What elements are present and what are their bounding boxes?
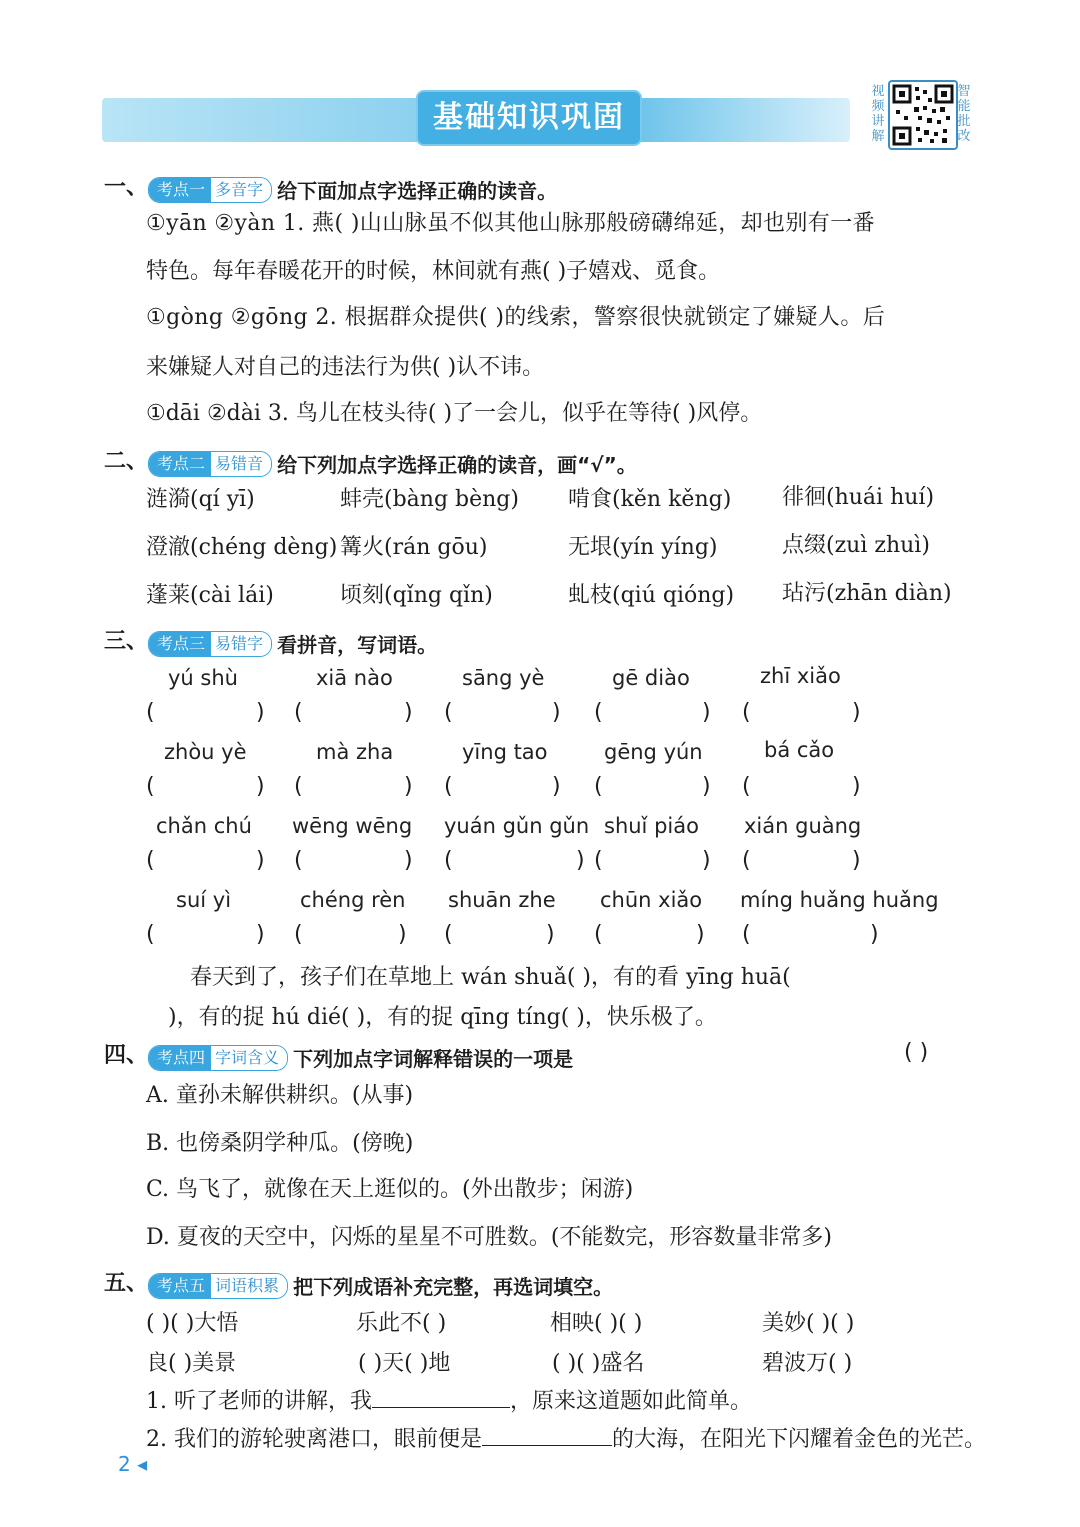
section-number: 二、: [104, 449, 149, 474]
badge-label: 考点一: [149, 178, 211, 202]
badge-label: 考点五: [149, 1274, 211, 1298]
fill-paragraph-line: 春天到了，孩子们在草地上 wán shuǎ( )，有的看 yīng huā(: [190, 965, 791, 990]
pinyin-prompt: yú shù: [168, 666, 238, 690]
answer-line[interactable]: [372, 1385, 510, 1408]
answer-paren-close[interactable]: ): [256, 700, 265, 725]
badge-topic: 易错音: [211, 452, 271, 476]
question-line: ①dāi ②dài 3. 鸟儿在枝头待( )了一会儿，似乎在等待( )风停。: [146, 401, 763, 426]
answer-paren-close[interactable]: ): [552, 700, 561, 725]
badge-topic: 易错字: [211, 632, 271, 656]
section-5-header: [104, 1266, 613, 1300]
answer-paren-open[interactable]: (: [594, 774, 603, 799]
section-badge: [148, 631, 272, 657]
question-line: 来嫌疑人对自己的违法行为供( )认不讳。: [146, 355, 545, 380]
pronunciation-item[interactable]: 无垠(yín yíng): [568, 535, 718, 560]
section-title: 看拼音，写词语。: [277, 633, 438, 657]
badge-topic: 多音字: [211, 178, 271, 202]
answer-paren-open[interactable]: (: [594, 848, 603, 873]
pinyin-prompt: suí yì: [176, 888, 232, 912]
answer-paren-close[interactable]: ): [256, 774, 265, 799]
page-title: 基础知识巩固: [418, 92, 640, 144]
section-number: 四、: [104, 1043, 149, 1068]
pinyin-prompt: chūn xiǎo: [600, 888, 703, 912]
section-title: 下列加点字词解释错误的一项是: [293, 1047, 574, 1071]
section-4-header: [104, 1038, 573, 1072]
section-title: 给下列加点字选择正确的读音，画“√”。: [277, 453, 637, 477]
badge-label: 考点三: [149, 632, 211, 656]
pinyin-prompt: shuān zhe: [448, 888, 556, 912]
answer-paren-close[interactable]: ): [852, 774, 861, 799]
pinyin-prompt: zhī xiǎo: [760, 664, 841, 688]
pronunciation-item[interactable]: 啃食(kěn kěng): [568, 487, 732, 512]
idiom-blank[interactable]: 相映( )( ): [550, 1311, 643, 1336]
question-line: ①yān ②yàn 1. 燕( )山山脉虽不似其他山脉那般磅礴绵延，却也别有一番: [146, 211, 876, 236]
answer-paren-close[interactable]: ): [696, 922, 705, 947]
choice-option-a[interactable]: A. 童孙未解供耕织。(从事): [146, 1083, 414, 1108]
idiom-blank[interactable]: ( )( )盛名: [552, 1351, 645, 1376]
pinyin-prompt: shuǐ piáo: [604, 814, 699, 838]
answer-paren-open[interactable]: (: [594, 922, 603, 947]
pronunciation-item[interactable]: 顷刻(qǐng qǐn): [340, 583, 493, 608]
section-badge: [148, 177, 272, 203]
smart-grading-label: 智能批改: [957, 84, 971, 144]
badge-topic: 词语积累: [211, 1274, 287, 1298]
idiom-blank[interactable]: ( )( )大悟: [146, 1311, 239, 1336]
pinyin-prompt: míng huǎng huǎng: [740, 888, 939, 912]
choice-option-c[interactable]: C. 鸟飞了，就像在天上逛似的。(外出散步；闲游): [146, 1177, 634, 1202]
answer-paren-close[interactable]: ): [852, 700, 861, 725]
pronunciation-item[interactable]: 点缀(zuì zhuì): [782, 533, 930, 558]
section-badge: [148, 451, 272, 477]
answer-paren-close[interactable]: ): [546, 922, 555, 947]
badge-label: 考点四: [149, 1046, 211, 1070]
answer-paren-open[interactable]: (: [146, 774, 155, 799]
section-badge: [148, 1045, 288, 1071]
question-line: 特色。每年春暖花开的时候，林间就有燕( )子嬉戏、觅食。: [146, 259, 721, 284]
section-number: 一、: [104, 175, 149, 200]
pinyin-prompt: wēng wēng: [292, 814, 413, 838]
section-2-header: [104, 444, 637, 478]
idiom-blank[interactable]: 乐此不( ): [356, 1311, 447, 1336]
answer-paren-close[interactable]: ): [552, 774, 561, 799]
answer-paren-open[interactable]: (: [444, 848, 453, 873]
answer-paren-open[interactable]: (: [444, 774, 453, 799]
fill-question-1: [146, 1384, 752, 1415]
qr-code-icon[interactable]: [888, 80, 958, 150]
page-number: 2 ◂: [118, 1452, 148, 1476]
question-text: 2. 我们的游轮驶离港口，眼前便是: [146, 1427, 482, 1452]
pinyin-prompt: yuán gǔn gǔn: [444, 814, 590, 838]
pronunciation-item[interactable]: 虬枝(qiú qióng): [568, 583, 735, 608]
answer-paren-open[interactable]: (: [294, 774, 303, 799]
answer-paren-close[interactable]: ): [702, 848, 711, 873]
answer-paren-open[interactable]: (: [294, 700, 303, 725]
pinyin-prompt: yīng tao: [462, 740, 548, 764]
answer-paren-open[interactable]: (: [294, 848, 303, 873]
answer-paren-open[interactable]: (: [594, 700, 603, 725]
answer-paren-open[interactable]: (: [146, 922, 155, 947]
pinyin-prompt: xiā nào: [316, 666, 393, 690]
fill-paragraph-line: )，有的捉 hú dié( )，有的捉 qīng tíng( )，快乐极了。: [168, 1005, 717, 1030]
answer-paren-close[interactable]: ): [256, 848, 265, 873]
answer-paren-close[interactable]: ): [870, 922, 879, 947]
answer-paren-close[interactable]: ): [256, 922, 265, 947]
choice-option-d[interactable]: D. 夏夜的天空中，闪烁的星星不可胜数。(不能数完，形容数量非常多): [146, 1225, 833, 1250]
section-1-header: [104, 170, 557, 204]
answer-paren-close[interactable]: ): [404, 700, 413, 725]
badge-topic: 字词含义: [211, 1046, 287, 1070]
idiom-blank[interactable]: ( )天( )地: [358, 1351, 451, 1376]
idiom-blank[interactable]: 良( )美景: [146, 1351, 237, 1376]
answer-paren-open[interactable]: (: [146, 848, 155, 873]
answer-paren-open[interactable]: (: [294, 922, 303, 947]
section-number: 五、: [104, 1271, 149, 1296]
section-badge: [148, 1273, 288, 1299]
pronunciation-item[interactable]: 蚌壳(bàng bèng): [340, 487, 519, 512]
answer-paren-close[interactable]: ): [852, 848, 861, 873]
answer-blank[interactable]: ( ): [904, 1040, 929, 1065]
fill-question-2: [146, 1422, 986, 1453]
answer-paren-open[interactable]: (: [444, 922, 453, 947]
answer-paren-open[interactable]: (: [146, 700, 155, 725]
answer-paren-open[interactable]: (: [742, 848, 751, 873]
question-text: ，原来这道题如此简单。: [509, 1389, 752, 1414]
pinyin-prompt: sāng yè: [462, 666, 545, 690]
answer-paren-open[interactable]: (: [742, 922, 751, 947]
idiom-blank[interactable]: 美妙( )( ): [762, 1311, 855, 1336]
pronunciation-item[interactable]: 玷污(zhān diàn): [782, 581, 952, 606]
pinyin-prompt: bá cǎo: [764, 738, 835, 762]
idiom-blank[interactable]: 碧波万( ): [762, 1351, 853, 1376]
answer-paren-open[interactable]: (: [742, 700, 751, 725]
pronunciation-item[interactable]: 蓬莱(cài lái): [146, 583, 274, 608]
pronunciation-item[interactable]: 篝火(rán gōu): [340, 535, 488, 560]
answer-paren-close[interactable]: ): [404, 774, 413, 799]
answer-paren-open[interactable]: (: [444, 700, 453, 725]
question-text: 的大海，在阳光下闪耀着金色的光芒。: [612, 1427, 987, 1452]
answer-paren-close[interactable]: ): [404, 848, 413, 873]
answer-paren-close[interactable]: ): [702, 700, 711, 725]
pinyin-prompt: xián guàng: [744, 814, 862, 838]
pronunciation-item[interactable]: 涟漪(qí yī): [146, 487, 255, 512]
answer-paren-open[interactable]: (: [742, 774, 751, 799]
pinyin-prompt: mà zha: [316, 740, 394, 764]
section-title: 把下列成语补充完整，再选词填空。: [293, 1275, 614, 1299]
choice-option-b[interactable]: B. 也傍桑阴学种瓜。(傍晚): [146, 1131, 414, 1156]
answer-line[interactable]: [482, 1423, 612, 1446]
answer-paren-close[interactable]: ): [702, 774, 711, 799]
answer-paren-close[interactable]: ): [576, 848, 585, 873]
question-text: 1. 听了老师的讲解，我: [146, 1389, 372, 1414]
pinyin-prompt: chǎn chú: [156, 814, 252, 838]
answer-paren-close[interactable]: ): [398, 922, 407, 947]
pinyin-prompt: chéng rèn: [300, 888, 406, 912]
section-number: 三、: [104, 629, 149, 654]
video-explain-label: 视频讲解: [871, 84, 885, 144]
pronunciation-item[interactable]: 徘徊(huái huí): [782, 485, 935, 510]
section-3-header: [104, 624, 437, 658]
pinyin-prompt: zhòu yè: [164, 740, 247, 764]
question-line: ①gòng ②gōng 2. 根据群众提供( )的线索，警察很快就锁定了嫌疑人。后: [146, 305, 886, 330]
pronunciation-item[interactable]: 澄澈(chéng dèng): [146, 535, 338, 560]
pinyin-prompt: gē diào: [612, 666, 690, 690]
pinyin-prompt: gēng yún: [604, 740, 703, 764]
badge-label: 考点二: [149, 452, 211, 476]
section-title: 给下面加点字选择正确的读音。: [277, 179, 558, 203]
